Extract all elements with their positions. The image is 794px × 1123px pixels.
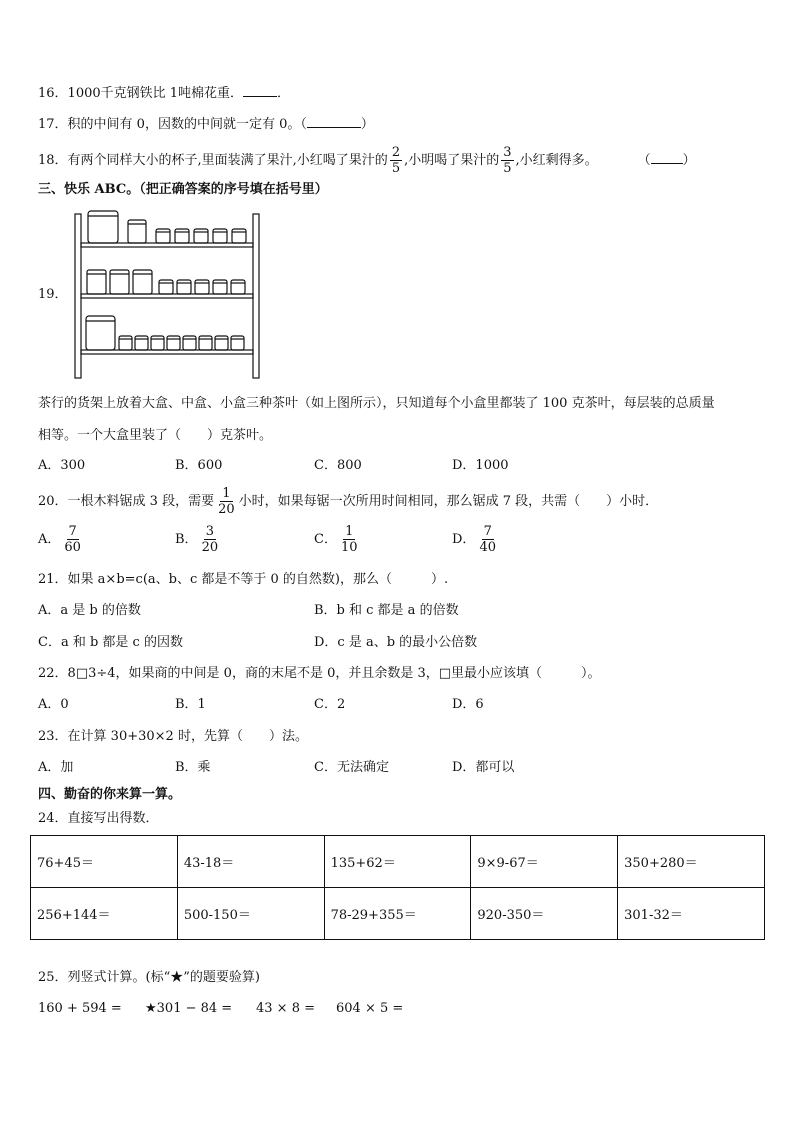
question-number: 18． — [38, 153, 68, 168]
question-21 — [38, 571, 448, 589]
option-a[interactable]: A． $\frac{7}{60}$ — [38, 524, 81, 555]
option-c[interactable]: C．无法确定 — [314, 760, 389, 775]
table-cell[interactable]: 43-18＝ — [177, 836, 324, 888]
table-cell[interactable]: 301-32＝ — [618, 888, 765, 940]
question-24 — [38, 810, 159, 828]
table-row — [31, 836, 765, 888]
question-text: 直接写出得数． — [67, 811, 159, 826]
vertical-calc-item[interactable]: 604 × 5 = — [336, 1001, 404, 1016]
answer-blank[interactable] — [651, 151, 683, 164]
option-b[interactable]: B．600 — [175, 458, 223, 473]
option-c[interactable]: C．800 — [314, 458, 362, 473]
question-number: 23． — [38, 729, 68, 744]
question-22 — [38, 665, 601, 683]
question-19-text-line2: 相等。一个大盒里装了（ ）克茶叶。 — [38, 428, 273, 443]
option-d[interactable]: D．1000 — [452, 458, 509, 473]
option-c[interactable]: C．2 — [314, 697, 346, 712]
question-number: 20． — [38, 494, 68, 509]
option-d[interactable]: D． $\frac{7}{40}$ — [452, 524, 496, 555]
tea-shelf-illustration — [74, 210, 260, 380]
question-20: 20．一根木料锯成 3 段，需要 $\frac{1}{20}$ 小时，如果每锯一次所用时间相同，那么锯成 7 段，共需（ ）小时． — [38, 486, 659, 517]
question-23 — [38, 728, 308, 746]
fraction: $\frac{7}{40}$ — [479, 524, 496, 555]
question-number: 25． — [38, 970, 68, 985]
section-heading: 三、快乐 ABC。（把正确答案的序号填在括号里） — [38, 182, 328, 197]
fraction: $\frac{2}{5}$ — [391, 145, 401, 176]
question-text: 如果 a×b=c(a、b、c 都是不等于 0 的自然数)，那么（ ）. — [67, 572, 449, 587]
question-text: 积的中间有 0，因数的中间就一定有 0。（ — [67, 117, 307, 132]
table-cell[interactable]: 135+62＝ — [324, 836, 471, 888]
option-a[interactable]: A．300 — [38, 458, 86, 473]
question-text: 1000千克钢铁比 1吨棉花重． — [67, 86, 244, 101]
table-cell[interactable]: 9×9-67＝ — [471, 836, 618, 888]
table-row — [31, 888, 765, 940]
fraction: $\frac{3}{5}$ — [503, 145, 512, 176]
table-cell[interactable]: 76+45＝ — [31, 836, 178, 888]
question-17: 17．积的中间有 0，因数的中间就一定有 0。（ ） — [38, 117, 374, 132]
option-b[interactable]: B．1 — [175, 697, 206, 712]
fraction: $\frac{7}{60}$ — [64, 524, 81, 555]
question-16: 16．1000千克钢铁比 1吨棉花重． ． — [38, 86, 291, 101]
option-d[interactable]: D．都可以 — [452, 760, 515, 775]
option-d[interactable]: D．c 是 a、b 的最小公倍数 — [314, 635, 478, 650]
vertical-calc-item[interactable]: 160 + 594 = — [38, 1001, 122, 1016]
fraction: $\frac{3}{20}$ — [201, 524, 219, 555]
question-18: 18．有两个同样大小的杯子,里面装满了果汁,小红喝了果汁的 $\frac{2}{5}$ ,小明喝了果汁的 $\frac{3}{5}$ ,小红剩得多。 （ ） — [38, 145, 696, 176]
question-text: 在计算 30+30×2 时，先算（ ）法。 — [67, 729, 308, 744]
question-number: 16． — [38, 86, 68, 101]
question-19-text-line1: 茶行的货架上放着大盒、中盒、小盒三种茶叶（如上图所示），只知道每个小盒里都装了 100 克茶叶，每层装的总质量 — [38, 396, 715, 411]
question-number: 19． — [38, 287, 68, 302]
option-c[interactable]: C． $\frac{1}{10}$ — [314, 524, 358, 555]
table-cell[interactable]: 500-150＝ — [177, 888, 324, 940]
option-d[interactable]: D．6 — [452, 697, 484, 712]
option-a[interactable]: A．a 是 b 的倍数 — [38, 603, 141, 618]
table-cell[interactable]: 256+144＝ — [31, 888, 178, 940]
option-b[interactable]: B． $\frac{3}{20}$ — [175, 524, 219, 555]
fraction: $\frac{1}{10}$ — [340, 524, 358, 555]
question-number: 22． — [38, 666, 68, 681]
option-b[interactable]: B．b 和 c 都是 a 的倍数 — [314, 603, 459, 618]
table-cell[interactable]: 350+280＝ — [618, 836, 765, 888]
answer-blank[interactable] — [243, 84, 277, 97]
vertical-calc-item[interactable]: 43 × 8 = — [256, 1001, 315, 1016]
question-25 — [38, 969, 260, 987]
vertical-calc-item[interactable]: ★301 − 84 = — [145, 1001, 233, 1016]
question-text: 列竖式计算。(标“★”的题要验算) — [67, 970, 260, 985]
option-a[interactable]: A．加 — [38, 760, 74, 775]
section-heading: 四、勤奋的你来算一算。 — [38, 787, 182, 802]
question-text: 8□3÷4，如果商的中间是 0，商的末尾不是 0，并且余数是 3，□里最小应该填（ ）。 — [67, 666, 601, 681]
table-cell[interactable]: 920-350＝ — [471, 888, 618, 940]
table-cell[interactable]: 78-29+355＝ — [324, 888, 471, 940]
fraction: $\frac{1}{20}$ — [218, 486, 235, 517]
question-number: 21． — [38, 572, 68, 587]
answer-blank[interactable] — [307, 115, 361, 128]
mental-math-table — [30, 835, 765, 940]
option-b[interactable]: B．乘 — [175, 760, 211, 775]
question-number: 17． — [38, 117, 68, 132]
question-number: 24． — [38, 811, 68, 826]
option-c[interactable]: C．a 和 b 都是 c 的因数 — [38, 635, 183, 650]
option-a[interactable]: A．0 — [38, 697, 69, 712]
